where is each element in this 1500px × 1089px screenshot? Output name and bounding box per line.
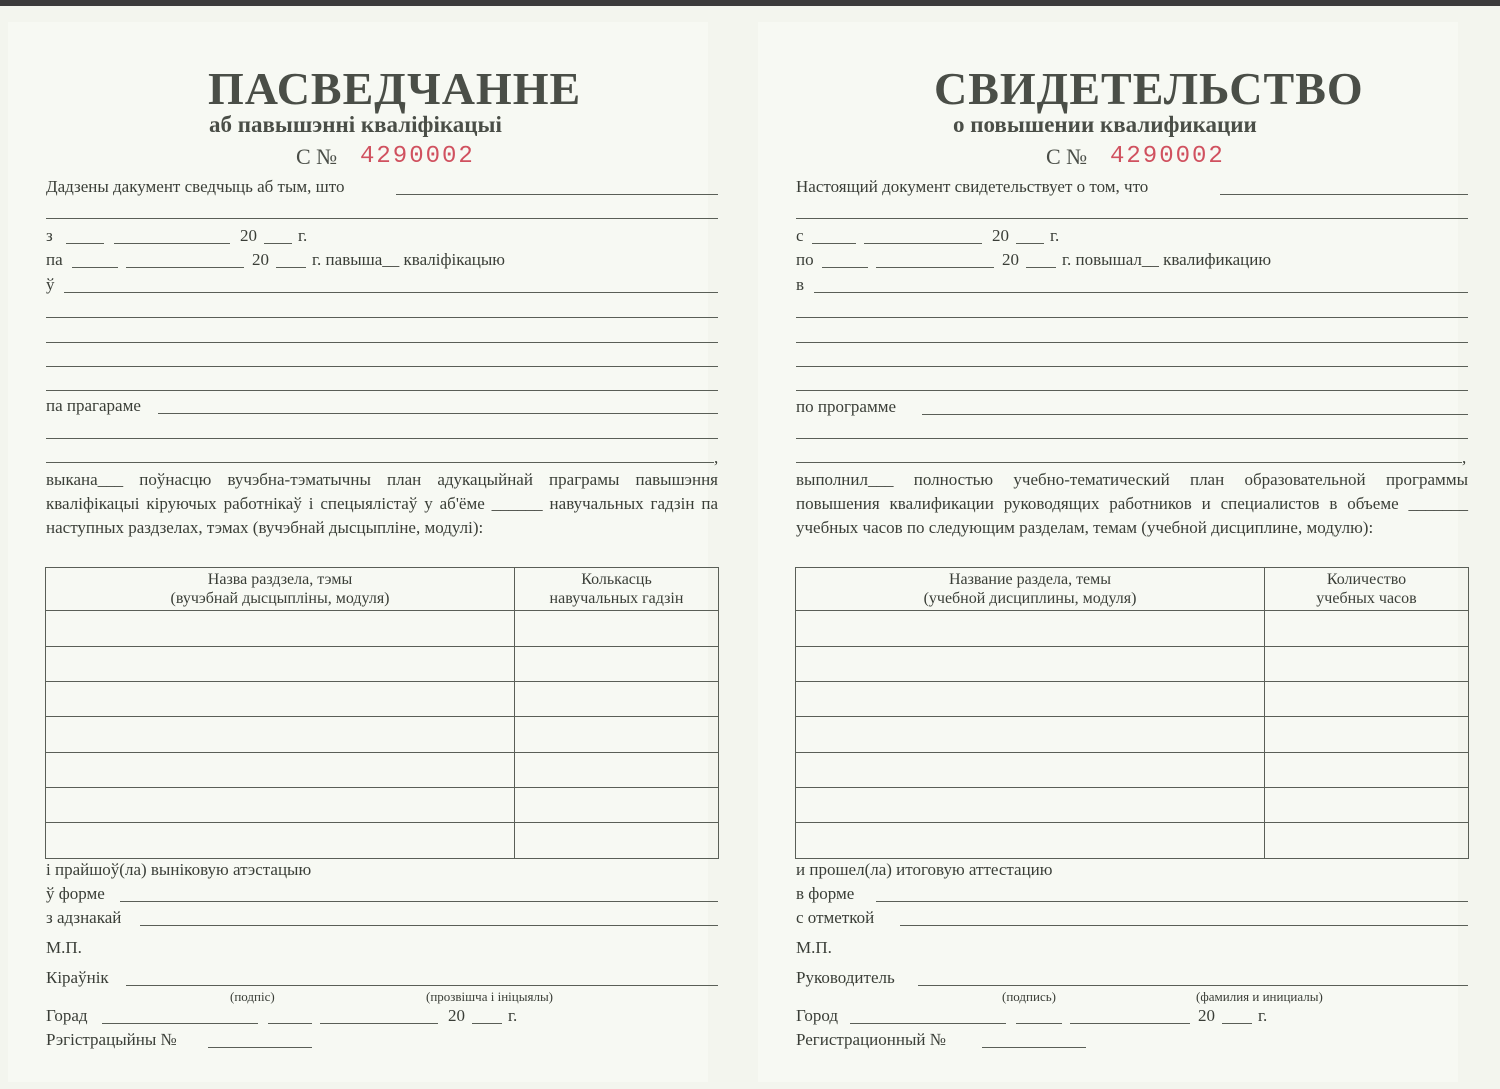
- serial-prefix: С №: [296, 144, 338, 169]
- institution-field-3[interactable]: [46, 342, 718, 343]
- institution-field-3[interactable]: [796, 342, 1468, 343]
- registration-label: Регистрационный №: [796, 1030, 946, 1049]
- completion-paragraph: выкана___ поўнасцю вучэбна-тэматычны план адукацыйнай праграмы павышэння кваліфікацыі кіруючых работнікаў і спецыялістаў у аб'ёме ______ навучальных гадзін па наступных раздзелах, тэмах (вучэбнай дысцыпліне, модулі):: [46, 470, 718, 537]
- issue-month-field[interactable]: [320, 1023, 438, 1024]
- courses-table: [45, 567, 719, 859]
- institution-field-4[interactable]: [46, 366, 718, 367]
- institution-field-2[interactable]: [46, 317, 718, 318]
- institution-field[interactable]: [64, 292, 718, 293]
- registration-number-field[interactable]: [982, 1047, 1086, 1048]
- program-field-2[interactable]: [796, 438, 1468, 439]
- name-caption: (фамилия и инициалы): [1196, 989, 1323, 1004]
- intro-text: Настоящий документ свидетельствует о том, что: [796, 177, 1149, 196]
- year-prefix: 20: [1002, 250, 1019, 269]
- serial-number: 4290002: [360, 143, 475, 170]
- date-from-year-field[interactable]: [264, 243, 292, 244]
- date-from-year-field[interactable]: [1016, 243, 1044, 244]
- date-to-day-field[interactable]: [72, 267, 118, 268]
- table-header-topic: Название раздела, темы (учебной дисциплины, модуля): [923, 571, 1137, 607]
- issue-year-field[interactable]: [1222, 1023, 1252, 1024]
- institution-field-5[interactable]: [46, 390, 718, 391]
- form-label: в форме: [796, 884, 855, 903]
- institution-field-5[interactable]: [796, 390, 1468, 391]
- page-title: СВИДЕТЕЛЬСТВО: [934, 63, 1364, 114]
- year-prefix: 20: [448, 1006, 465, 1025]
- institution-field[interactable]: [814, 292, 1468, 293]
- page-title: ПАСВЕДЧАННЕ: [208, 63, 582, 114]
- seal-place: М.П.: [46, 938, 82, 957]
- completion-paragraph: выполнил___ полностью учебно-тематический план образовательной программы повышения квалификации руководящих работников и специалистов в объеме _______ учебных часов по следующим разделам, темам (учебной дисциплине, модулю):: [796, 470, 1468, 537]
- head-signature-field[interactable]: [918, 985, 1468, 986]
- date-to-month-field[interactable]: [876, 267, 994, 268]
- recipient-name-field-2[interactable]: [46, 218, 718, 219]
- attestation-form-field[interactable]: [120, 901, 718, 902]
- date-to-year-field[interactable]: [276, 267, 306, 268]
- year-prefix: 20: [1198, 1006, 1215, 1025]
- issue-day-field[interactable]: [1016, 1023, 1062, 1024]
- courses-table: [795, 567, 1469, 859]
- program-comma: ,: [714, 448, 719, 467]
- institution-label: в: [796, 275, 805, 294]
- attestation-text: и прошел(ла) итоговую аттестацию: [796, 860, 1053, 879]
- issue-month-field[interactable]: [1070, 1023, 1190, 1024]
- page-subtitle: аб павышэнні кваліфікацыі: [209, 112, 502, 137]
- head-label: Кіраўнік: [46, 968, 109, 987]
- date-to-label: па: [46, 250, 63, 269]
- year-suffix: г.: [1050, 226, 1060, 245]
- city-label: Горад: [46, 1006, 88, 1025]
- issue-year-field[interactable]: [472, 1023, 502, 1024]
- attestation-text: і прайшоў(ла) выніковую атэстацыю: [46, 860, 312, 879]
- serial-prefix: С №: [1046, 144, 1088, 169]
- attestation-form-field[interactable]: [876, 901, 1468, 902]
- head-label: Руководитель: [796, 968, 895, 987]
- program-field-2[interactable]: [46, 438, 718, 439]
- year-suffix: г.: [298, 226, 308, 245]
- date-from-day-field[interactable]: [812, 243, 856, 244]
- scan-top-edge: [0, 0, 1500, 6]
- certificate-page-belarusian: [8, 22, 719, 1082]
- registration-label: Рэгістрацыйны №: [46, 1030, 177, 1049]
- raised-qualification-label: г. повышал__ квалификацию: [1062, 250, 1272, 269]
- signature-caption: (подпись): [1002, 989, 1056, 1004]
- institution-field-4[interactable]: [796, 366, 1468, 367]
- recipient-name-field[interactable]: [1220, 194, 1468, 195]
- registration-number-field[interactable]: [208, 1047, 312, 1048]
- intro-text: Дадзены дакумент сведчыць аб тым, што: [46, 177, 345, 196]
- attestation-mark-field[interactable]: [140, 925, 718, 926]
- date-from-month-field[interactable]: [864, 243, 982, 244]
- year-suffix: г.: [1258, 1006, 1268, 1025]
- city-label: Город: [796, 1006, 838, 1025]
- date-from-label: з: [46, 226, 53, 245]
- program-label: по программе: [796, 397, 897, 416]
- issue-day-field[interactable]: [268, 1023, 312, 1024]
- date-from-month-field[interactable]: [114, 243, 230, 244]
- year-suffix: г.: [508, 1006, 518, 1025]
- mark-label: з адзнакай: [46, 908, 122, 927]
- head-signature-field[interactable]: [126, 985, 718, 986]
- name-caption: (прозвішча і ініцыялы): [426, 989, 554, 1004]
- institution-label: ў: [46, 275, 55, 294]
- program-comma: ,: [1462, 448, 1467, 467]
- raised-qualification-label: г. павыша__ кваліфікацыю: [312, 250, 506, 269]
- recipient-name-field[interactable]: [396, 194, 718, 195]
- year-prefix: 20: [252, 250, 269, 269]
- program-field-3[interactable]: [46, 462, 714, 463]
- date-from-day-field[interactable]: [66, 243, 104, 244]
- program-field[interactable]: [158, 413, 718, 414]
- institution-field-2[interactable]: [796, 317, 1468, 318]
- table-header-hours: Количество учебных часов: [1316, 571, 1417, 607]
- program-field-3[interactable]: [796, 462, 1462, 463]
- date-from-label: с: [796, 226, 804, 245]
- recipient-name-field-2[interactable]: [796, 218, 1468, 219]
- program-label: па прагараме: [46, 396, 141, 415]
- date-to-month-field[interactable]: [126, 267, 244, 268]
- city-field[interactable]: [102, 1023, 258, 1024]
- year-prefix: 20: [240, 226, 257, 245]
- attestation-mark-field[interactable]: [900, 925, 1468, 926]
- serial-number: 4290002: [1110, 143, 1225, 170]
- date-to-year-field[interactable]: [1026, 267, 1056, 268]
- signature-caption: (подпіс): [230, 989, 275, 1004]
- seal-place: М.П.: [796, 938, 832, 957]
- date-to-day-field[interactable]: [822, 267, 868, 268]
- page-subtitle: о повышении квалификации: [953, 112, 1257, 137]
- city-field[interactable]: [850, 1023, 1006, 1024]
- date-to-label: по: [796, 250, 814, 269]
- program-field[interactable]: [922, 414, 1468, 415]
- mark-label: с отметкой: [796, 908, 875, 927]
- certificate-page-russian: [758, 22, 1468, 1082]
- form-label: ў форме: [46, 884, 105, 903]
- year-prefix: 20: [992, 226, 1009, 245]
- table-header-hours: Колькасць навучальных гадзін: [549, 571, 684, 607]
- table-header-topic: Назва раздзела, тэмы (вучэбнай дысцыпліны, модуля): [170, 571, 390, 607]
